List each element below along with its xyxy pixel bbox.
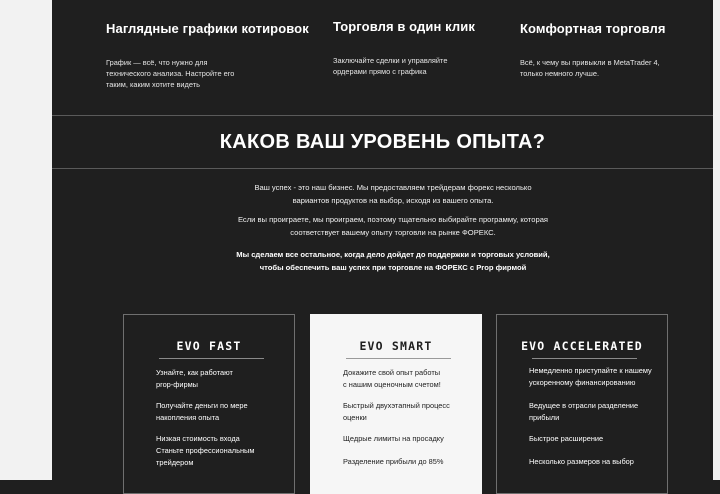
plan-title-rule: [532, 358, 637, 359]
page-right-margin: [713, 0, 720, 480]
feature-desc-line: Всё, к чему вы привыкли в MetaTrader 4,: [520, 58, 660, 67]
plan-feature-line: ускоренному финансированию: [529, 378, 636, 387]
plan-feature-line: Быстрый двухэтапный процесс: [343, 401, 450, 410]
plan-feature: [343, 456, 473, 468]
feature-title: Торговля в один клик: [333, 19, 475, 34]
feature-description: [333, 55, 513, 77]
paragraph-line: чтобы обеспечить ваш успех при торговле на ФОРЕКС с Prop фирмой: [259, 263, 527, 272]
plan-feature: [529, 433, 659, 445]
feature-desc-line: таким, каким хотите видеть: [106, 80, 200, 89]
plan-title: EVO SMART: [359, 339, 433, 353]
feature-comfort: [520, 21, 666, 78]
plan-feature-line: Станьте профессиональным: [156, 446, 255, 455]
experience-paragraph: [180, 213, 606, 239]
plan-feature-line: Получайте деньги по мере: [156, 401, 248, 410]
feature-title: Комфортная торговля: [520, 21, 666, 36]
plan-card-evo-fast[interactable]: [123, 314, 295, 494]
paragraph-line: Ваш успех - это наш бизнес. Мы предоставляем трейдерам форекс несколько: [254, 183, 532, 192]
plan-feature-line: Несколько размеров на выбор: [529, 457, 634, 466]
plan-title: EVO FAST: [176, 339, 242, 353]
plan-title-rule: [346, 358, 451, 359]
plan-title: EVO ACCELERATED: [521, 339, 643, 353]
plan-feature: [529, 456, 659, 468]
feature-description: [106, 57, 286, 90]
plan-feature: [343, 367, 473, 391]
plan-feature: [343, 433, 473, 445]
section-divider: [52, 115, 713, 116]
plan-feature-line: Узнайте, как работают: [156, 368, 233, 377]
plan-card-evo-smart[interactable]: [310, 314, 482, 494]
plan-feature-line: Докажите свой опыт работы: [343, 368, 441, 377]
plan-card-evo-accelerated[interactable]: [496, 314, 668, 494]
plan-feature: [156, 433, 286, 469]
paragraph-line: Мы сделаем все остальное, когда дело дойдет до поддержки и торговых условий,: [236, 250, 550, 259]
plan-feature: [529, 400, 659, 424]
plan-feature-line: prop-фирмы: [156, 380, 198, 389]
plan-feature-line: Быстрое расширение: [529, 434, 604, 443]
plan-feature-line: накопления опыта: [156, 413, 220, 422]
plan-feature-line: прибыли: [529, 413, 560, 422]
plan-feature-line: с нашим оценочным счетом!: [343, 380, 441, 389]
paragraph-line: вариантов продуктов на выбор, исходя из вашего опыта.: [292, 196, 494, 205]
feature-title: Наглядные графики котировок: [106, 21, 309, 36]
experience-paragraph-emphasis: [180, 248, 606, 274]
plan-feature: [529, 365, 659, 389]
plan-feature: [156, 367, 286, 391]
feature-description: [520, 57, 705, 79]
feature-desc-line: только немного лучше.: [520, 69, 600, 78]
plan-feature-line: Щедрые лимиты на просадку: [343, 434, 444, 443]
plan-feature-line: Немедленно приступайте к нашему: [529, 366, 652, 375]
paragraph-line: Если вы проиграете, мы проиграем, поэтому тщательно выбирайте программу, которая: [237, 215, 549, 224]
plan-feature-line: Низкая стоимость входа: [156, 434, 240, 443]
feature-desc-line: Заключайте сделки и управляйте: [333, 56, 448, 65]
page-left-margin: [0, 0, 52, 480]
feature-charts: [106, 21, 309, 89]
plan-feature-line: оценки: [343, 413, 367, 422]
plan-feature: [156, 400, 286, 424]
experience-paragraph: [180, 181, 606, 207]
plan-feature-line: трейдером: [156, 458, 194, 467]
experience-heading: КАКОВ ВАШ УРОВЕНЬ ОПЫТА?: [219, 131, 546, 153]
plan-feature-line: Ведущее в отрасли разделение: [529, 401, 639, 410]
feature-desc-line: График — всё, что нужно для: [106, 58, 208, 67]
feature-one-click: [333, 19, 475, 76]
plan-title-rule: [159, 358, 264, 359]
paragraph-line: соответствует вашему опыту торговли на рынке ФОРЕКС.: [290, 228, 496, 237]
plan-feature-line: Разделение прибыли до 85%: [343, 457, 444, 466]
feature-desc-line: технического анализа. Настройте его: [106, 69, 235, 78]
section-divider: [52, 168, 713, 169]
plan-feature: [343, 400, 473, 424]
feature-desc-line: ордерами прямо с графика: [333, 67, 427, 76]
